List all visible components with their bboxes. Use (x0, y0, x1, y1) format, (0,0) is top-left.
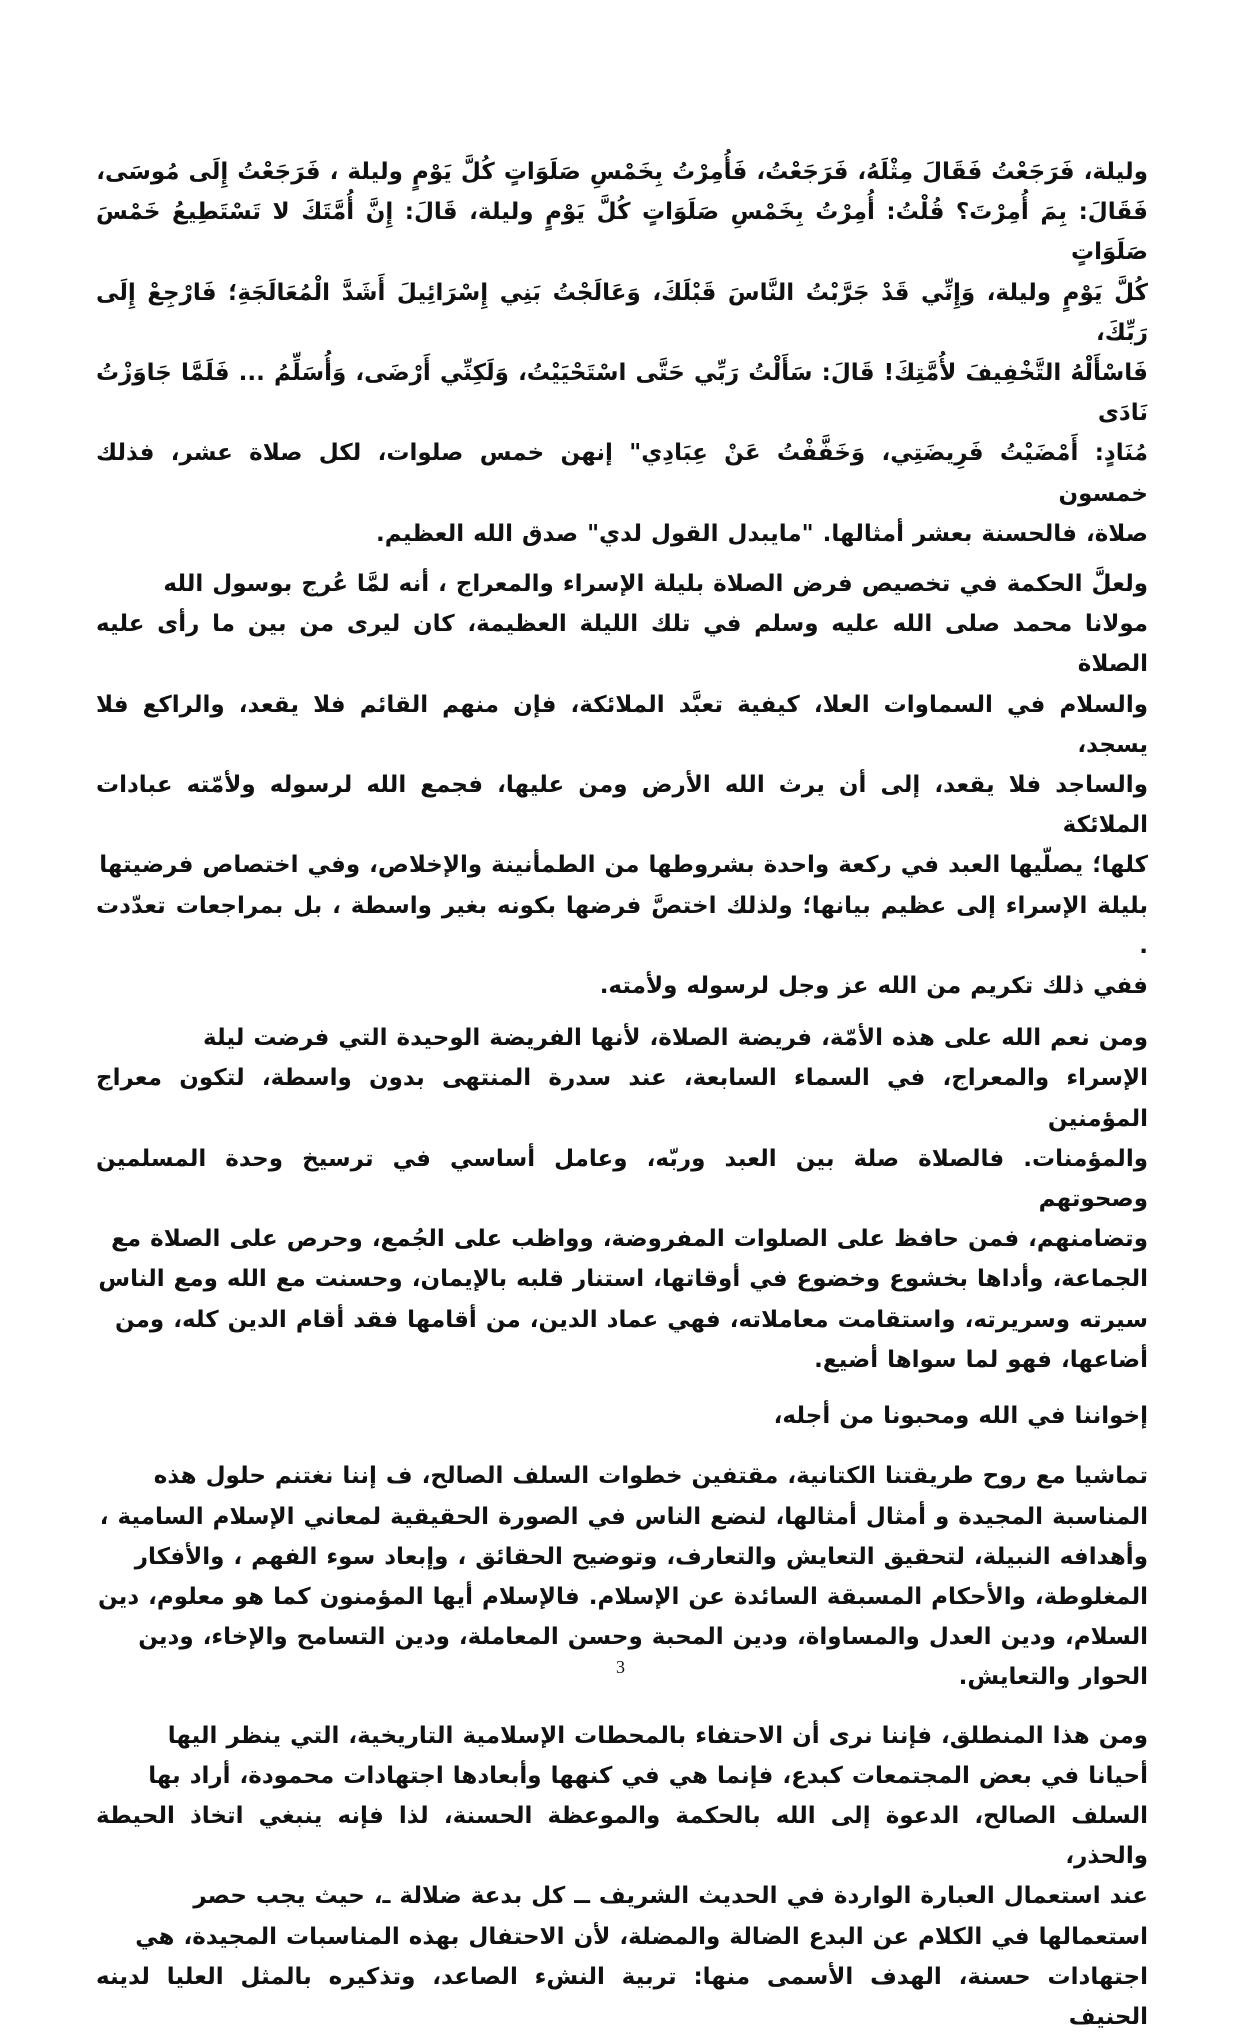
paragraph-kettaniya-path: تماشيا مع روح طريقتنا الكتانية، مقتفين خطوات السلف الصالح، ف إننا نغتنم حلول هذه المناسبة المجيدة و أمثال أمثالها، لنضع الناس في الصورة الحقيقية لمعاني الإسلام السامية ، وأهدافه النبيلة، لتحقيق التعايش والتعارف، وتوضيح الحقائق ، وإبعاد سوء الفهم ، والأفكار المغلوطة، والأحكام المسبقة السائدة عن الإسلام. فالإسلام أيها المؤمنون كما هو معلوم، دين السلام، ودين العدل والمساواة، ودين المحبة وحسن المعاملة، ودين التسامح والإخاء، ودين الحوار والتعايش. (97, 1463, 1148, 1691)
paragraph-wisdom-of-prayer: ولعلَّ الحكمة في تخصيص فرض الصلاة بليلة الإسراء والمعراج ، أنه لمَّا عُرج بوسول الله مولانا محمد صلى الله عليه وسلم في تلك الليلة العظيمة، كان ليرى من بين ما رأى عليه الصلاة والسلام في السماوات العلا، كيفية تعبَّد الملائكة، فإن منهم القائم فلا يقعد، والراكع فلا يسجد، والساجد فلا يقعد، إلى أن يرث الله الأرض ومن عليها، فجمع الله لرسوله ولأمّته عبادات الملائكة كلها؛ يصلّيها العبد في ركعة واحدة بشروطها من الطمأنينة والإخلاص، وفي اختصاص فرضيتها بليلة الإسراء إلى عظيم بيانها؛ ولذلك اختصَّ فرضها بكونه بغير واسطة ، بل بمراجعات تعدّدت . ففي ذلك تكريم من الله عز وجل لرسوله ولأمته. (96, 571, 1148, 1000)
paragraph-greeting: إخواننا في الله ومحبونا من أجله، (773, 1403, 1148, 1430)
paragraph-hadith-miraj: وليلة، فَرَجَعْتُ فَقَالَ مِثْلَهُ، فَرَجَعْتُ، فَأُمِرْتُ بِخَمْسِ صَلَوَاتٍ كُلَّ يَوْمٍ وليلة ، فَرَجَعْتُ إِلَى مُوسَى، فَقَالَ: بِمَ أُمِرْتَ؟ قُلْتُ: أُمِرْتُ بِخَمْسِ صَلَوَاتٍ كُلَّ يَوْمٍ وليلة، قَالَ: إِنَّ أُمَّتَكَ لا تَسْتَطِيعُ خَمْسَ صَلَوَاتٍ كُلَّ يَوْمٍ وليلة، وَإِنِّي قَدْ جَرَّبْتُ النَّاسَ قَبْلَكَ، وَعَالَجْتُ بَنِي إِسْرَائِيلَ أَشَدَّ الْمُعَالَجَةِ؛ فَارْجِعْ إِلَى رَبِّكَ، فَاسْأَلْهُ التَّخْفِيفَ لأُمَّتِكَ! قَالَ: سَأَلْتُ رَبِّي حَتَّى اسْتَحْيَيْتُ، وَلَكِنِّي أَرْضَى، وَأُسَلِّمُ ... فَلَمَّا جَاوَزْتُ نَادَى مُنَادٍ: أَمْضَيْتُ فَرِيضَتِي، وَخَفَّفْتُ عَنْ عِبَادِي" إنهن خمس صلوات، لكل صلاة عشر، فذلك خمسون صلاة، فالحسنة بعشر أمثالها. "مايبدل القول لدي" صدق الله العظيم. (96, 159, 1148, 547)
paragraph-islamic-occasions: ومن هذا المنطلق، فإننا نرى أن الاحتفاء بالمحطات الإسلامية التاريخية، التي ينظر اليها أحيانا في بعض المجتمعات كبدع، فإنما هي في كنهها وأبعادها اجتهادات محمودة، أراد بها السلف الصالح، الدعوة إلى الله بالحكمة والموعظة الحسنة، لذا فإنه ينبغي اتخاذ الحيطة والحذر، عند استعمال العبارة الواردة في الحديث الشريف ــ كل بدعة ضلالة ـ، حيث يجب حصر استعمالها في الكلام عن البدع الضالة والمضلة، لأن الاحتفال بهذه المناسبات المجيدة، هي اجتهادات حسنة، الهدف الأسمى منها: تربية النشء الصاعد، وتذكيره بالمثل العليا لدينه الحنيف (96, 1722, 1148, 2030)
page-number: 3 (616, 1657, 625, 1677)
document-page (96, 152, 1148, 2030)
paragraph-blessing-of-prayer: ومن نعم الله على هذه الأمّة، فريضة الصلاة، لأنها الفريضة الوحيدة التي فرضت ليلة الإسراء والمعراج، في السماء السابعة، عند سدرة المنتهى بدون واسطة، لتكون معراج المؤمنين والمؤمنات. فالصلاة صلة بين العبد وربّه، وعامل أساسي في ترسيخ وحدة المسلمين وصحوتهم وتضامنهم، فمن حافظ على الصلوات المفروضة، وواظب على الجُمع، وحرص على الصلاة مع الجماعة، وأداها بخشوع وخضوع في أوقاتها، استنار قلبه بالإيمان، وحسنت مع الله ومع الناس سيرته وسريرته، واستقامت معاملاته، فهي عماد الدين، من أقامها فقد أقام الدين كله، ومن أضاعها، فهو لما سواها أضيع. (96, 1025, 1148, 1373)
